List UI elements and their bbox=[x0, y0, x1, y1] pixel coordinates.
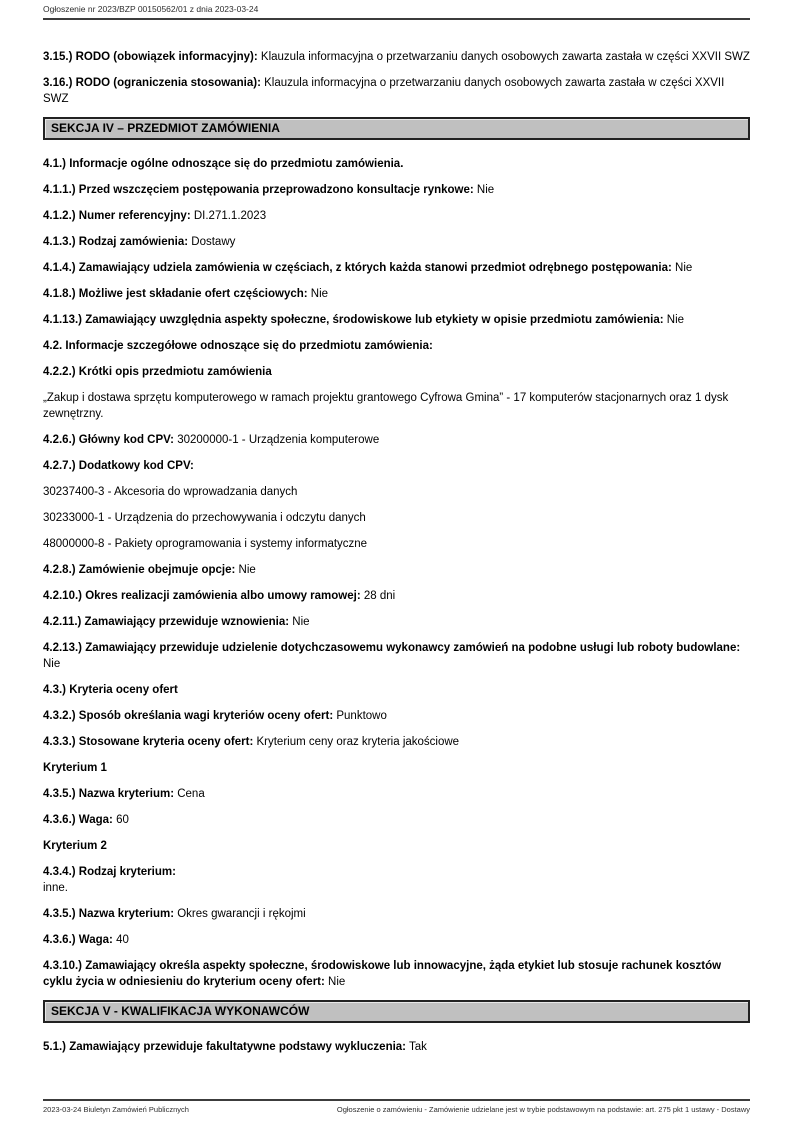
page-header bbox=[43, 4, 750, 20]
page-footer bbox=[43, 1099, 750, 1114]
heading-kryterium-1: Kryterium 1 bbox=[43, 762, 107, 774]
field-4-3: 4.3.) Kryteria oceny ofert bbox=[43, 684, 178, 696]
field-4-2-7-cpv-3: 48000000-8 - Pakiety oprogramowania i systemy informatyczne bbox=[43, 538, 368, 550]
field-4-2-8: 4.2.8.) Zamówienie obejmuje opcje: Nie bbox=[43, 564, 256, 576]
field-4-3-2: 4.3.2.) Sposób określania wagi kryteriów oceny ofert: Punktowo bbox=[43, 710, 387, 722]
field-4-2-7-cpv-2: 30233000-1 - Urządzenia do przechowywania i odczytu danych bbox=[43, 512, 366, 524]
footer-notice-type: Ogłoszenie o zamówieniu - Zamówienie udzielane jest w trybie podstawowym na podstawie: art. 275 pkt 1 ustawy - Dostawy bbox=[336, 1105, 750, 1114]
field-3-15-rodo-obowiazek: 3.15.) RODO (obowiązek informacyjny): Klauzula informacyjna o przetwarzaniu danych osobowych zawarta zastała w części XXVII SWZ bbox=[43, 51, 750, 63]
field-4-1-2: 4.1.2.) Numer referencyjny: DI.271.1.2023 bbox=[43, 210, 267, 222]
heading-kryterium-2: Kryterium 2 bbox=[43, 840, 107, 852]
field-4-3-6-k2: 4.3.6.) Waga: 40 bbox=[43, 934, 129, 946]
footer-bulletin-label: 2023-03-24 Biuletyn Zamówień Publicznych bbox=[43, 1105, 189, 1114]
field-4-2-11: 4.2.11.) Zamawiający przewiduje wznowienia: Nie bbox=[43, 616, 310, 628]
field-5-1: 5.1.) Zamawiający przewiduje fakultatywne podstawy wykluczenia: Tak bbox=[43, 1041, 427, 1053]
field-4-3-5-k2: 4.3.5.) Nazwa kryterium: Okres gwarancji i rękojmi bbox=[43, 908, 306, 920]
document-body bbox=[43, 49, 750, 1065]
field-4-2-2: 4.2.2.) Krótki opis przedmiotu zamówienia bbox=[43, 366, 272, 378]
section-header-sekcja-v: SEKCJA V - KWALIFIKACJA WYKONAWCÓW bbox=[43, 1000, 750, 1023]
field-4-3-6-k1: 4.3.6.) Waga: 60 bbox=[43, 814, 129, 826]
field-4-1-3: 4.1.3.) Rodzaj zamówienia: Dostawy bbox=[43, 236, 236, 248]
field-4-1-1: 4.1.1.) Przed wszczęciem postępowania przeprowadzono konsultacje rynkowe: Nie bbox=[43, 184, 495, 196]
field-4-2: 4.2. Informacje szczegółowe odnoszące się do przedmiotu zamówienia: bbox=[43, 340, 433, 352]
field-4-3-3: 4.3.3.) Stosowane kryteria oceny ofert: Kryterium ceny oraz kryteria jakościowe bbox=[43, 736, 460, 748]
field-4-2-13: 4.2.13.) Zamawiający przewiduje udzielenie dotychczasowemu wykonawcy zamówień na podobne usługi lub roboty budowlane: Nie bbox=[43, 642, 741, 670]
field-3-16-rodo-ograniczenia: 3.16.) RODO (ograniczenia stosowania): Klauzula informacyjna o przetwarzaniu danych osobowych zawarta zastała w części XXVII SWZ bbox=[43, 77, 725, 105]
field-4-3-5-k1: 4.3.5.) Nazwa kryterium: Cena bbox=[43, 788, 205, 800]
notice-number: Ogłoszenie nr 2023/BZP 00150562/01 z dnia 2023-03-24 bbox=[43, 4, 259, 14]
section-header-sekcja-iv: SEKCJA IV – PRZEDMIOT ZAMÓWIENIA bbox=[43, 117, 750, 140]
field-4-2-7: 4.2.7.) Dodatkowy kod CPV: bbox=[43, 460, 194, 472]
field-4-1-8: 4.1.8.) Możliwe jest składanie ofert częściowych: Nie bbox=[43, 288, 329, 300]
field-4-3-10: 4.3.10.) Zamawiający określa aspekty społeczne, środowiskowe lub innowacyjne, żąda etykiet lub stosuje rachunek kosztów cyklu życia w odniesieniu do kryterium oceny ofert: Nie bbox=[43, 960, 722, 988]
field-4-2-10: 4.2.10.) Okres realizacji zamówienia albo umowy ramowej: 28 dni bbox=[43, 590, 396, 602]
field-4-2-6: 4.2.6.) Główny kod CPV: 30200000-1 - Urządzenia komputerowe bbox=[43, 434, 380, 446]
field-4-1-13: 4.1.13.) Zamawiający uwzględnia aspekty społeczne, środowiskowe lub etykiety w opisie przedmiotu zamówienia: Nie bbox=[43, 314, 685, 326]
field-4-2-2-opis: „Zakup i dostawa sprzętu komputerowego w ramach projektu grantowego Cyfrowa Gmina” - 17 komputerów stacjonarnych oraz 1 dysk zewnętrzny. bbox=[43, 392, 729, 420]
field-4-1: 4.1.) Informacje ogólne odnoszące się do przedmiotu zamówienia. bbox=[43, 158, 404, 170]
field-4-3-4-k2: 4.3.4.) Rodzaj kryterium: inne. bbox=[43, 866, 176, 894]
field-4-2-7-cpv-1: 30237400-3 - Akcesoria do wprowadzania danych bbox=[43, 486, 298, 498]
field-4-1-4: 4.1.4.) Zamawiający udziela zamówienia w częściach, z których każda stanowi przedmiot odrębnego postępowania: Nie bbox=[43, 262, 693, 274]
